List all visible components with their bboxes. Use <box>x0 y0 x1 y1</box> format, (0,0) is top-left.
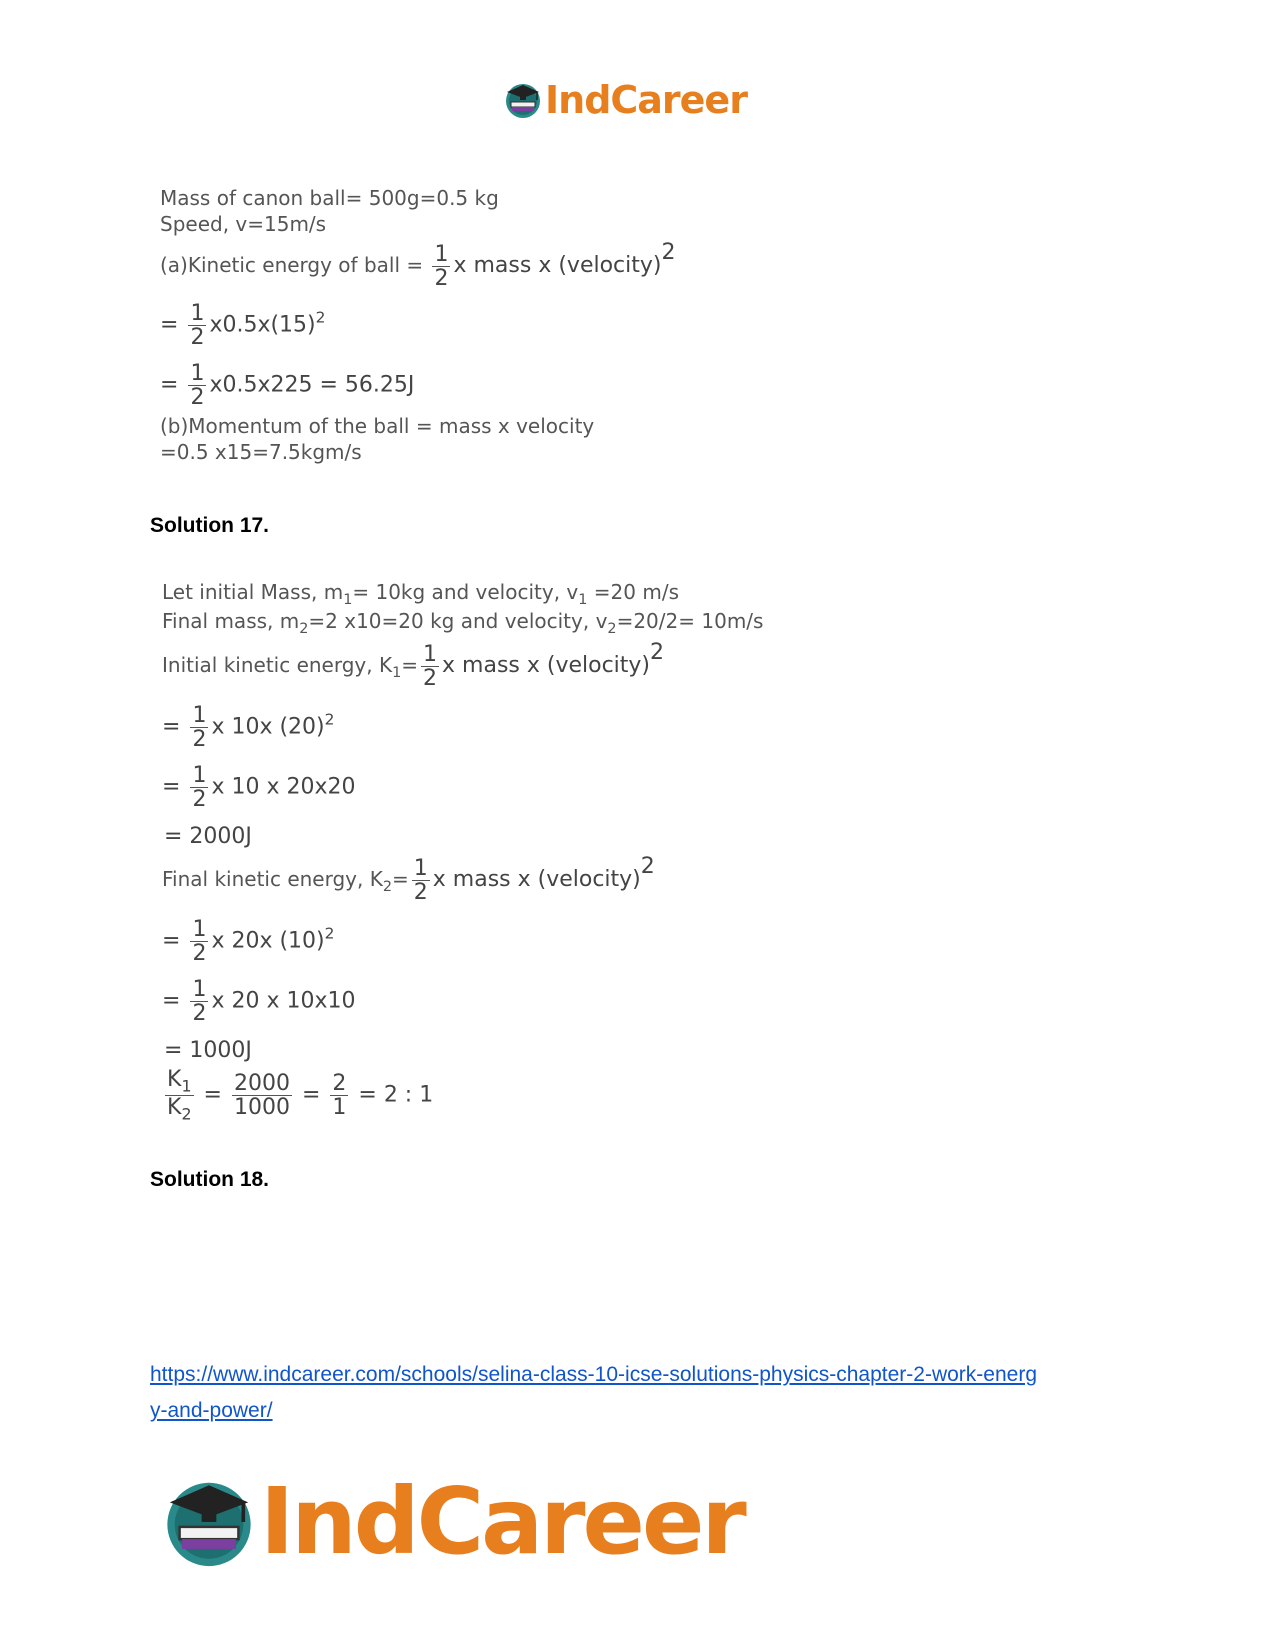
exponent: 2 <box>315 308 326 327</box>
text: x0.5x225 = 56.25J <box>209 372 415 398</box>
ratio-k1-k2: $\frac{K_1}{K_2}$ <box>167 1067 192 1124</box>
fraction-half: $\frac{1}{2}$ <box>423 642 438 692</box>
solution-17-heading: Solution 17. <box>150 514 270 537</box>
header-logo <box>503 78 747 122</box>
source-url-link[interactable]: https://www.indcareer.com/schools/selina-class-10-icse-solutions-physics-chapter-2-work-energ y-and-power/ <box>150 1363 1038 1422</box>
sol17-step2: = $\frac{1}{2}$ x 10 x 20x20 <box>162 763 356 813</box>
logo-text: IndCareer <box>545 78 747 122</box>
graduation-cap-book-icon <box>160 1473 258 1571</box>
sol16-mass-line: Mass of canon ball= 500g=0.5 kg <box>160 186 499 210</box>
text: (a)Kinetic energy of ball = <box>160 253 424 278</box>
sol16-ke-formula <box>160 242 676 290</box>
ratio-2000-1000: $\frac{2000}{1000}$ <box>233 1071 290 1121</box>
ratio-2-1: $\frac{2}{1}$ <box>332 1071 347 1121</box>
sol17-step4: = $\frac{1}{2}$ x 20 x 10x10 <box>162 977 356 1027</box>
fraction-half: $\frac{1}{2}$ <box>192 917 207 967</box>
fraction-half: $\frac{1}{2}$ <box>434 242 449 292</box>
fraction-half: $\frac{1}{2}$ <box>192 703 207 753</box>
sol16-speed-line: Speed, v=15m/s <box>160 212 327 236</box>
graduation-cap-book-icon <box>503 80 543 120</box>
sol17-final-ke-formula: Final kinetic energy, $K_2=$ $\frac{1}{2}$ x mass x (velocity)$^2$ <box>162 854 655 906</box>
sol17-final-line: Final mass, $m_2=2$ x10=20 kg and velocity, $v_2=20/2= 10m/s$ <box>162 609 764 638</box>
sol17-ratio: $\frac{K_1}{K_2}$ = $\frac{2000}{1000}$ = $\frac{2}{1}$ = 2 : 1 <box>167 1067 434 1124</box>
logo-text: IndCareer <box>260 1468 744 1575</box>
sol16-step2 <box>160 362 414 409</box>
text: x mass x (velocity) <box>453 253 662 279</box>
fraction-half: $\frac{1}{2}$ <box>190 361 205 411</box>
exponent: 2 <box>661 240 676 265</box>
equals: = <box>160 312 179 338</box>
sol16-momentum-line: (b)Momentum of the ball = mass x velocity <box>160 414 595 438</box>
text: x0.5x(15) <box>209 312 316 338</box>
footer-logo <box>160 1468 744 1575</box>
sol17-initial-ke-result: = 2000J <box>164 824 252 849</box>
fraction-half: $\frac{1}{2}$ <box>190 301 205 351</box>
sol17-step1: = $\frac{1}{2}$ x 10x $(20)^2$ <box>162 703 335 753</box>
sol17-initial-ke-formula: Initial kinetic energy, $K_1=$ $\frac{1}{2}$ x mass x (velocity)$^2$ <box>162 640 665 692</box>
sol17-final-ke-result: = 1000J <box>164 1038 252 1063</box>
equals: = <box>160 372 179 398</box>
fraction-half: $\frac{1}{2}$ <box>413 856 428 906</box>
fraction-half: $\frac{1}{2}$ <box>192 763 207 813</box>
sol16-step1 <box>160 302 325 349</box>
sol17-initial-line: Let initial Mass, $m_1= 10kg$ and velocity, $v_1 =20$ m/s <box>162 580 679 609</box>
solution-18-heading: Solution 18. <box>150 1168 270 1191</box>
sol17-step3: = $\frac{1}{2}$ x 20x $(10)^2$ <box>162 917 335 967</box>
sol16-momentum-value: =0.5 x15=7.5kgm/s <box>160 440 362 464</box>
fraction-half: $\frac{1}{2}$ <box>192 977 207 1027</box>
